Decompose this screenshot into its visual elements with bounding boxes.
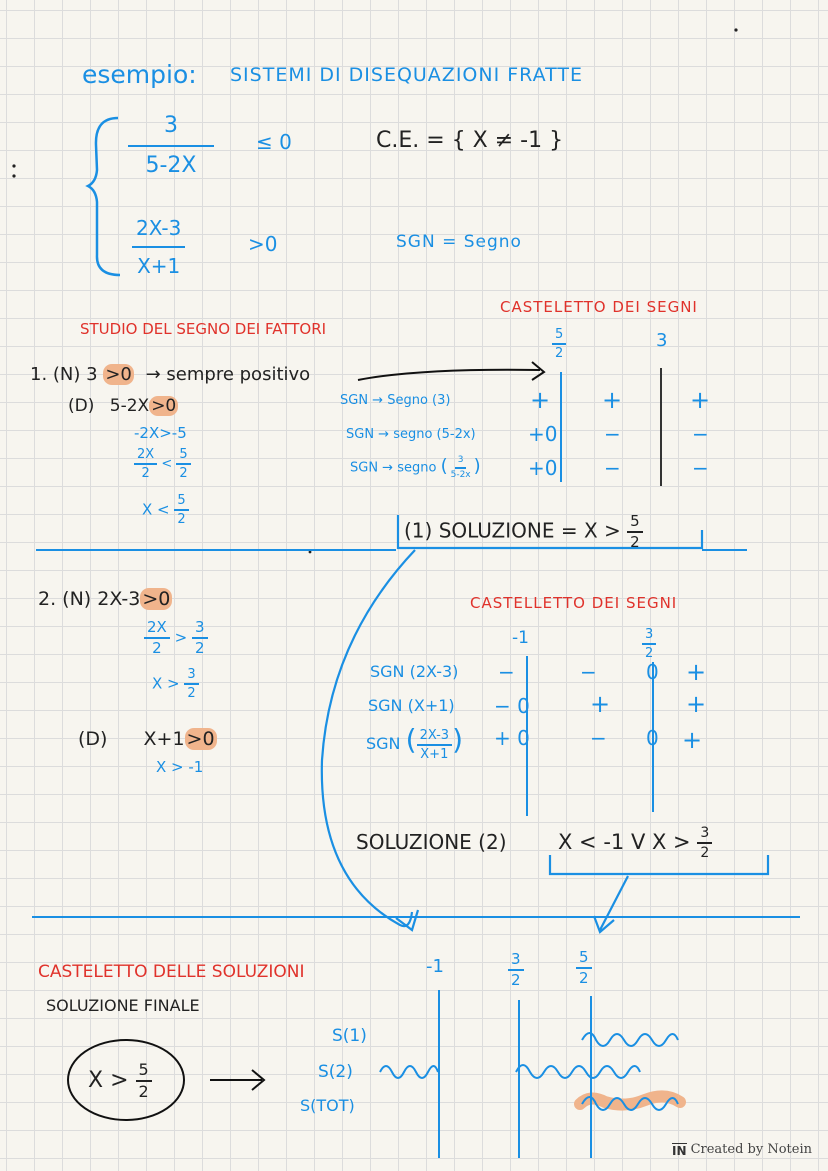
system-brace	[88, 118, 120, 275]
final-row-stot: S(TOT)	[300, 1096, 355, 1115]
soluzione-finale-label: SOLUZIONE FINALE	[46, 996, 200, 1015]
arrow-to-castelletto-1	[358, 370, 540, 380]
final-vline-5-2	[590, 996, 592, 1158]
p2-row2-label: SGN (X+1)	[368, 696, 455, 715]
arrow-head-1	[532, 362, 544, 380]
p1-row3-label: SGN → segno ( $\frac{3}{5-2x}$ )	[350, 455, 481, 480]
p2-step2: X > $\frac{3}{2}$	[152, 668, 199, 700]
p2-n-line: 2. (N) 2X-3 >0	[38, 588, 171, 610]
p2-tick-minus1: -1	[512, 628, 529, 648]
condition-existence: C.E. = { X ≠ -1 }	[376, 128, 564, 153]
p2-row3-c2: −	[590, 726, 607, 750]
created-by-text: Created by Notein	[690, 1142, 812, 1157]
p2-row1-c1: −	[498, 660, 515, 684]
castelletto-soluzioni-title: CASTELETTO DELLE SOLUZIONI	[38, 962, 305, 982]
p1-vline-3	[660, 368, 662, 486]
topic-title: SISTEMI DI DISEQUAZIONI FRATTE	[230, 64, 583, 86]
system-eq2: $\frac{2X-3}{X+1}$	[132, 218, 185, 276]
notein-logo: IN	[672, 1143, 687, 1158]
final-tick-3-2: $\frac{3}{2}$	[508, 952, 524, 988]
p2-row2-c2: +	[590, 690, 611, 718]
p1-tick-5-2: $\frac{5}{2}$	[552, 328, 566, 360]
p1-step2: $\frac{2X}{2}$ < $\frac{5}{2}$	[134, 448, 191, 480]
p1-row2-c2: −	[604, 422, 621, 446]
p2-d-line: (D) X+1 >0	[78, 728, 215, 750]
p2-row1-c4: +	[686, 658, 707, 686]
p2-row2-c1: − 0	[494, 694, 530, 718]
p2-row2-c4: +	[686, 690, 707, 718]
p2-d-solution: X > -1	[156, 758, 204, 776]
divider-1b	[702, 549, 747, 551]
s2-wave-right	[516, 1065, 640, 1078]
castelletto-title-1: CASTELETTO DEI SEGNI	[500, 298, 698, 316]
final-row-s1: S(1)	[332, 1026, 367, 1046]
p1-row1-c2: +	[602, 386, 623, 414]
p1-n-line: 1. (N) 3 >0 → sempre positivo	[30, 364, 311, 385]
final-tick-5-2: $\frac{5}{2}$	[576, 950, 592, 986]
final-answer: X > $\frac{5}{2}$	[88, 1062, 152, 1100]
arrow-solution2-to-final	[600, 876, 628, 930]
p2-row1-c3: 0	[646, 660, 659, 684]
castelletto-title-2: CASTELLETTO DEI SEGNI	[470, 594, 678, 612]
final-vline-3-2	[518, 1000, 520, 1158]
p2-row3-c3: 0	[646, 726, 659, 750]
p1-step3: X < $\frac{5}{2}$	[142, 494, 189, 526]
system-eq1-relation: ≤ 0	[256, 130, 292, 154]
p2-step1: $\frac{2X}{2}$ > $\frac{3}{2}$	[144, 620, 208, 656]
p1-vline-5-2	[560, 372, 562, 482]
p1-row1-c1: +	[530, 386, 551, 414]
notein-watermark	[672, 1142, 812, 1157]
s2-wave-left	[380, 1066, 438, 1078]
s1-wave	[582, 1033, 678, 1046]
p1-row3-c2: −	[604, 456, 621, 480]
final-row-s2: S(2)	[318, 1062, 353, 1082]
p1-n-highlight: >0	[105, 364, 132, 385]
p1-row3-c1: +0	[528, 456, 558, 480]
p1-row2-label: SGN → segno (5-2x)	[346, 427, 476, 442]
esempio-label: esempio:	[82, 60, 197, 89]
p1-row1-label: SGN → Segno (3)	[340, 393, 451, 408]
p2-row3-label: SGN ( $\frac{2X-3}{X+1}$ )	[366, 723, 463, 762]
p2-solution-label: SOLUZIONE (2)	[356, 830, 507, 854]
p1-tick-3: 3	[656, 330, 668, 351]
p1-row2-c3: −	[692, 422, 709, 446]
p2-row1-c2: −	[580, 660, 597, 684]
p1-row1-c3: +	[690, 386, 711, 414]
p2-solution-expr: X < -1 V X > $\frac{3}{2}$	[558, 826, 712, 860]
system-eq2-relation: >0	[248, 232, 278, 256]
system-eq1: $\frac{3}{5-2X}$	[128, 115, 214, 177]
p1-step1: -2X>-5	[134, 424, 187, 442]
p1-row3-c3: −	[692, 456, 709, 480]
p2-row1-label: SGN (2X-3)	[370, 662, 459, 681]
final-tick-minus1: -1	[426, 956, 444, 977]
p1-row2-c1: +0	[528, 422, 558, 446]
p2-row3-c1: + 0	[494, 726, 530, 750]
studio-title: STUDIO DEL SEGNO DEI FATTORI	[80, 320, 327, 338]
p2-tick-3-2: $\frac{3}{2}$	[642, 628, 656, 660]
sgn-definition: SGN = Segno	[396, 232, 522, 252]
p1-d-line: (D) 5-2X >0	[68, 396, 177, 416]
divider-1	[36, 549, 396, 551]
curve-arrow-head-1	[396, 910, 418, 930]
p1-solution: (1) SOLUZIONE = X > $\frac{5}{2}$	[404, 514, 643, 550]
final-vline-minus1	[438, 990, 440, 1158]
divider-2	[32, 916, 800, 918]
p2-row3-c4: +	[682, 726, 703, 754]
